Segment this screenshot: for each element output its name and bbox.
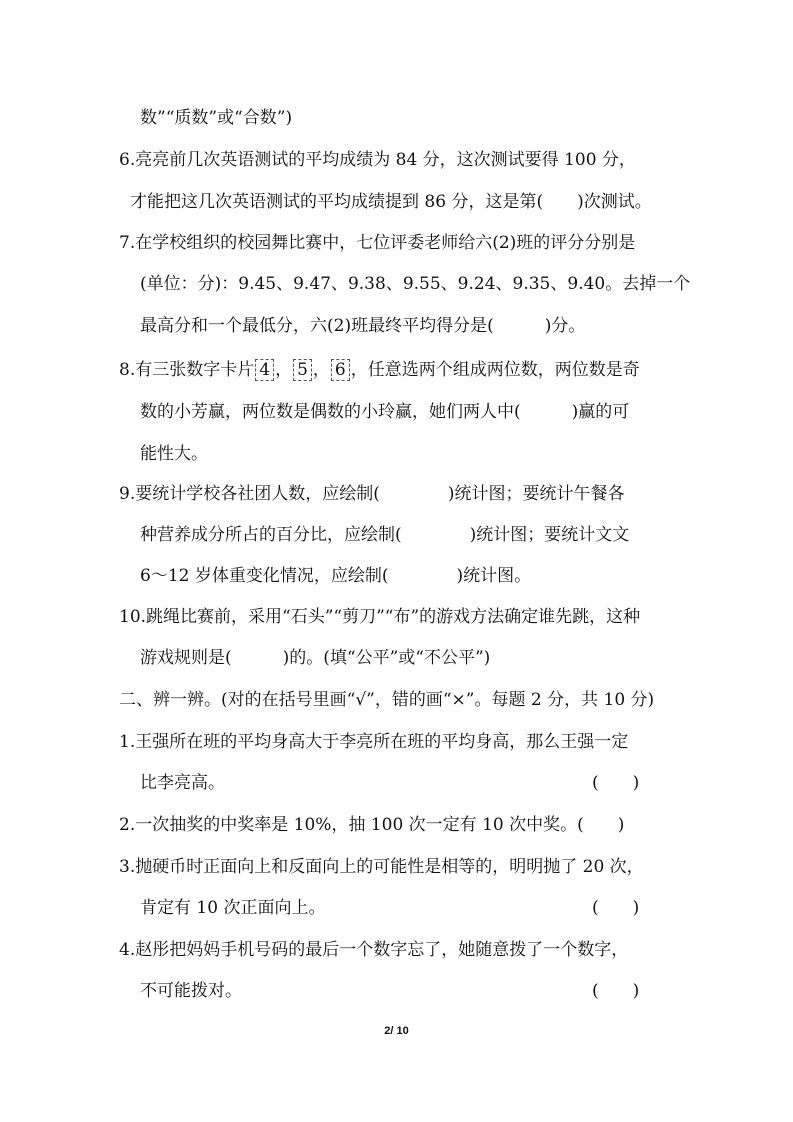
question-6-line-1: 6.亮亮前几次英语测试的平均成绩为 84 分，这次测试要得 100 分， — [119, 150, 636, 170]
question-6-line-2: 才能把这几次英语测试的平均成绩提到 86 分，这是第( )次测试。 — [130, 192, 652, 212]
question-10-line-1: 10.跳绳比赛前，采用“石头”“剪刀”“布”的游戏方法确定谁先跳，这种 — [119, 607, 641, 627]
question-10-line-2: 游戏规则是( )的。(填“公平”或“不公平”) — [140, 648, 491, 668]
judge-4-line-1: 4.赵彤把妈妈手机号码的最后一个数字忘了，她随意拨了一个数字， — [119, 940, 629, 960]
question-9-line-1: 9.要统计学校各社团人数，应绘制( )统计图；要统计午餐各 — [119, 484, 625, 504]
question-9-line-3: 6～12 岁体重变化情况，应绘制( )统计图。 — [140, 566, 532, 586]
line-1: 数”“质数”或“合数”) — [140, 108, 293, 128]
card-separator: ， — [312, 360, 330, 380]
judge-1-line-2: 比李亮高。 — [140, 773, 225, 793]
question-8-line-2: 数的小芳赢，两位数是偶数的小玲赢，她们两人中( )赢的可 — [140, 402, 630, 422]
number-card-5: 5 — [293, 359, 312, 381]
section-2-heading: 二、辨一辨。(对的在括号里画“√”，错的画“×”。每题 2 分，共 10 分) — [119, 690, 655, 710]
card-separator: ， — [275, 360, 293, 380]
page-number: 2/ 10 — [384, 1025, 409, 1037]
question-8-line-3: 能性大。 — [140, 444, 208, 464]
judge-1-answer-box[interactable]: ( ) — [592, 773, 640, 793]
judge-4-line-2: 不可能拨对。 — [140, 981, 242, 1001]
question-7-line-1: 7.在学校组织的校园舞比赛中，七位评委老师给六(2)班的评分分别是 — [119, 233, 636, 253]
judge-3-answer-box[interactable]: ( ) — [592, 898, 640, 918]
question-7-line-3: 最高分和一个最低分，六(2)班最终平均得分是( )分。 — [140, 316, 586, 336]
judge-2-line-1: 2.一次抽奖的中奖率是 10%，抽 100 次一定有 10 次中奖。( ) — [119, 815, 625, 835]
question-7-line-2: (单位：分)：9.45、9.47、9.38、9.55、9.24、9.35、9.40。去掉一个 — [140, 274, 691, 294]
question-8-prefix: 8.有三张数字卡片 — [119, 360, 255, 380]
judge-3-line-1: 3.抛硬币时正面向上和反面向上的可能性是相等的，明明抛了 20 次， — [119, 857, 644, 877]
question-9-line-2: 种营养成分所占的百分比，应绘制( )统计图；要统计文文 — [140, 525, 630, 545]
judge-4-answer-box[interactable]: ( ) — [592, 981, 640, 1001]
judge-1-line-1: 1.王强所在班的平均身高大于李亮所在班的平均身高，那么王强一定 — [119, 732, 629, 752]
question-8-suffix: ，任意选两个组成两位数，两位数是奇 — [350, 360, 640, 380]
question-8-line-1 — [119, 359, 640, 381]
number-card-6: 6 — [331, 359, 350, 381]
number-card-4: 4 — [255, 359, 274, 381]
judge-3-line-2: 肯定有 10 次正面向上。 — [140, 898, 326, 918]
